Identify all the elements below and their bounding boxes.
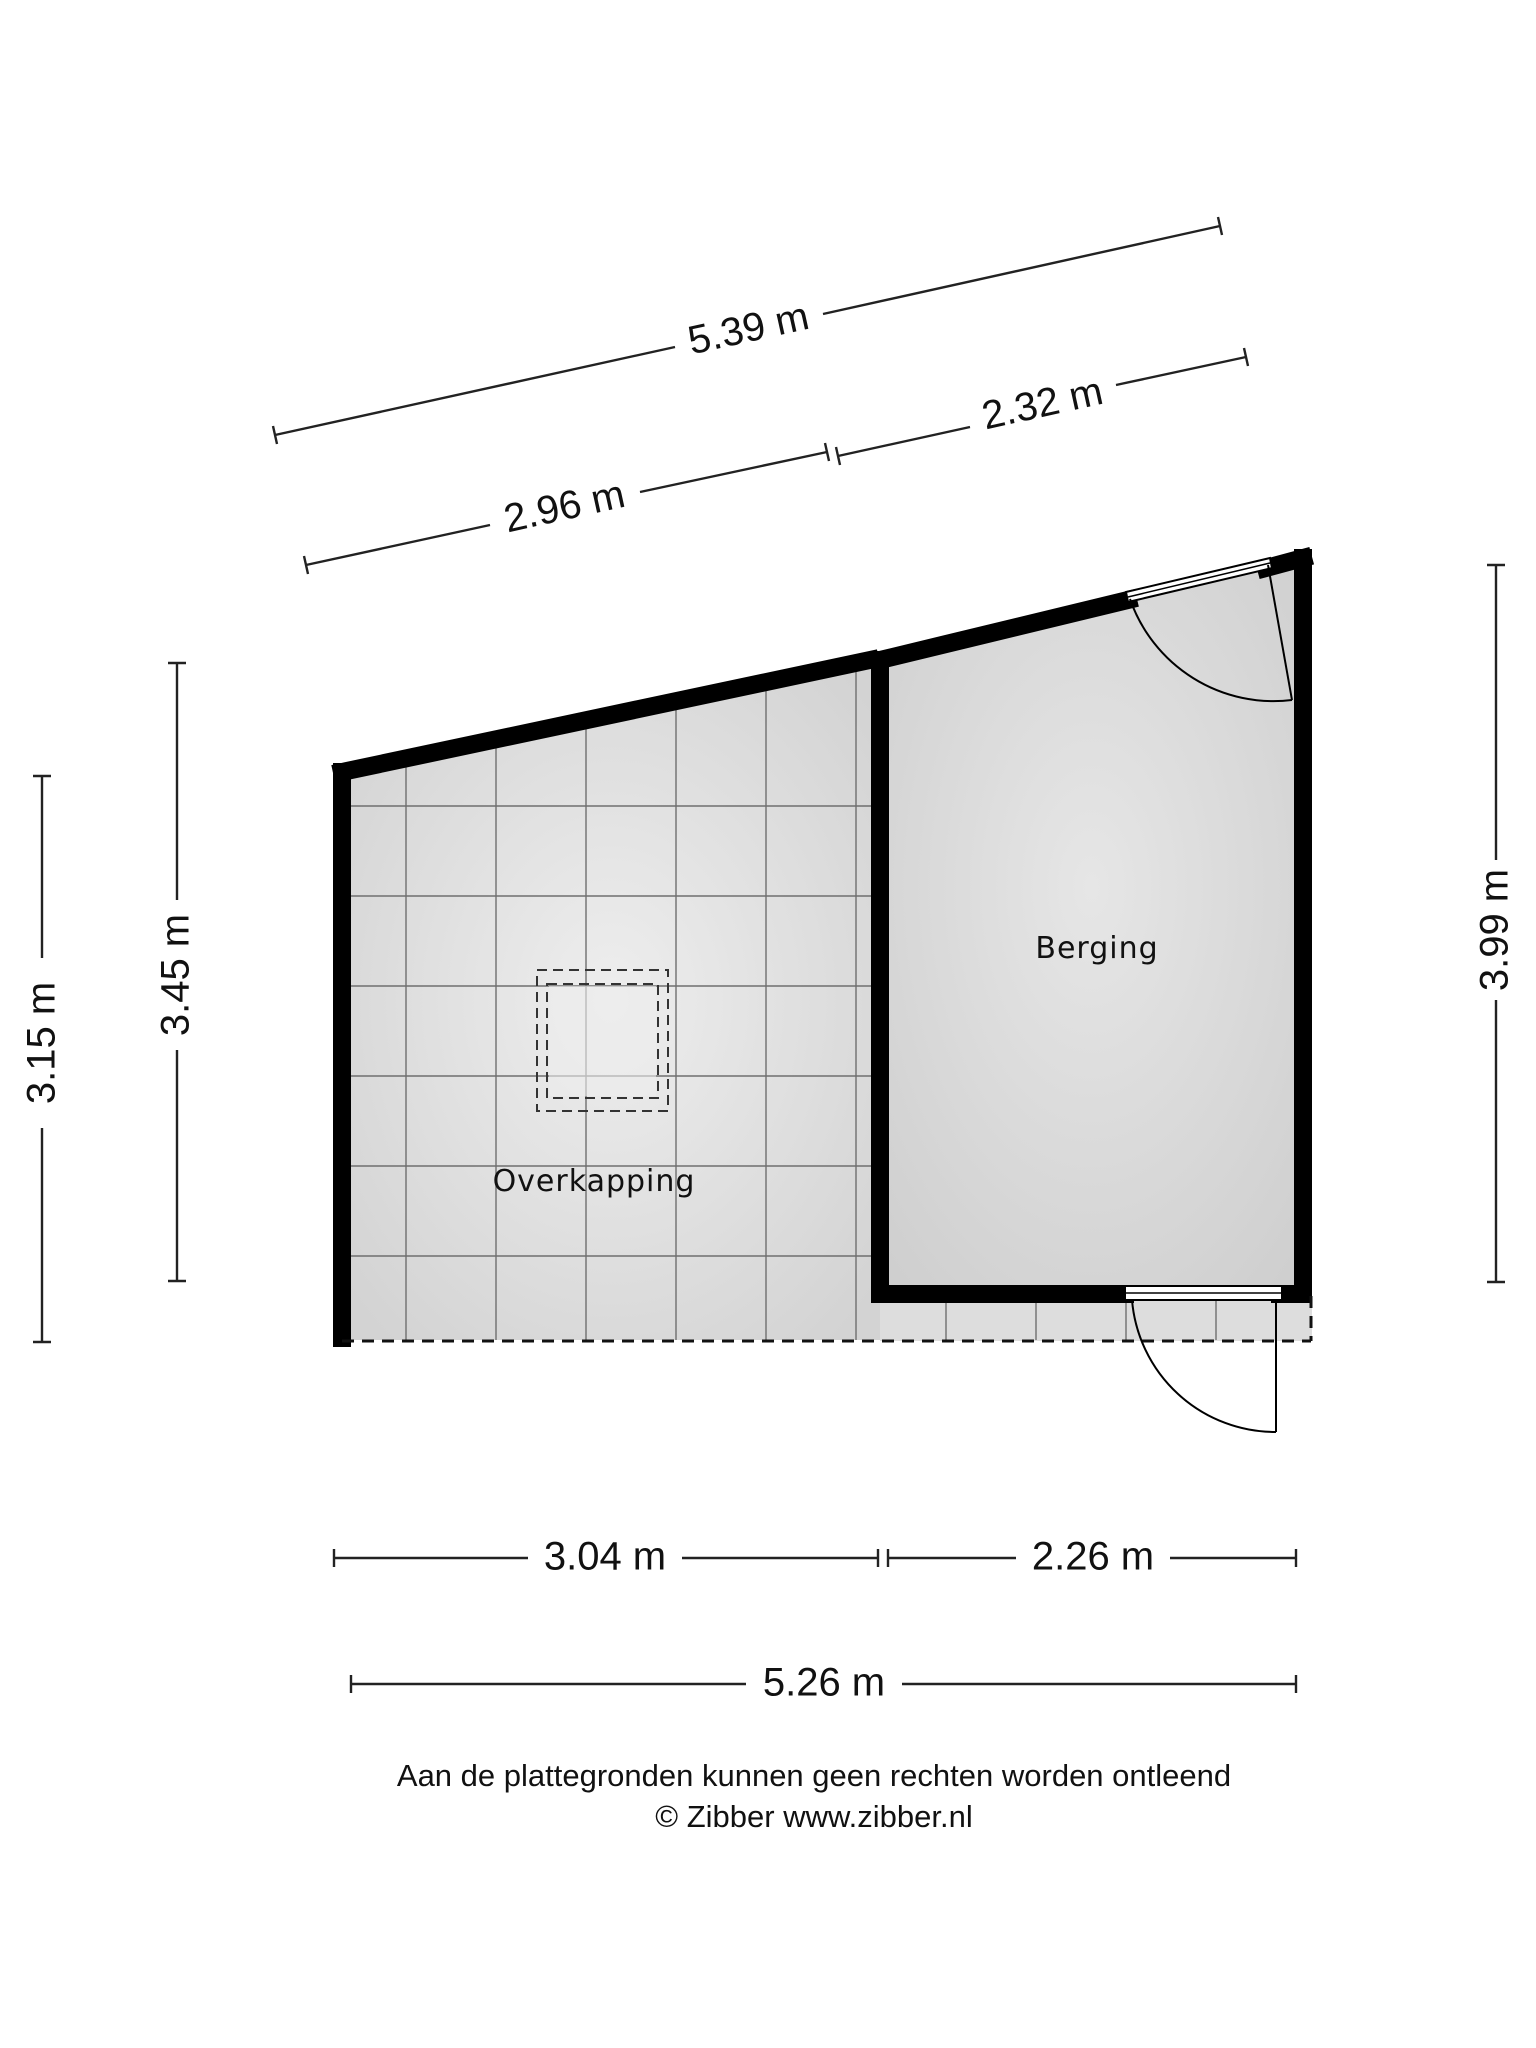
dimension-left-outer xyxy=(20,776,64,1342)
berging-floor xyxy=(880,558,1303,1290)
dimension-label-top-left: 2.96 m xyxy=(500,472,629,542)
dimension-bottom-total xyxy=(351,1661,1296,1705)
dimension-label-left-inner: 3.45 m xyxy=(153,913,198,1037)
disclaimer-text: Aan de plattegronden kunnen geen rechten worden ontleend xyxy=(396,1758,1232,1793)
room-label-berging: Berging xyxy=(1035,931,1159,966)
dimension-label-top-total: 5.39 m xyxy=(684,294,813,364)
dimension-label-top-right: 2.32 m xyxy=(978,369,1107,439)
dimension-label-bottom-left: 3.04 m xyxy=(543,1534,667,1579)
dimension-bottom-right xyxy=(888,1535,1296,1579)
dimension-label-right: 3.99 m xyxy=(1472,868,1517,992)
dimension-label-left-outer: 3.15 m xyxy=(19,981,64,1105)
room-label-overkapping: Overkapping xyxy=(492,1164,696,1199)
dimension-top-right xyxy=(836,348,1248,465)
dimension-label-bottom-total: 5.26 m xyxy=(762,1660,886,1705)
dimension-bottom-left xyxy=(334,1535,878,1579)
copyright-text: © Zibber www.zibber.nl xyxy=(655,1799,973,1834)
skylight-glass xyxy=(549,986,656,1096)
dimension-label-bottom-right: 2.26 m xyxy=(1031,1534,1155,1579)
threshold-floor xyxy=(880,1299,1312,1341)
dimension-right xyxy=(1473,565,1517,1282)
dimension-top-left xyxy=(304,443,829,574)
dimension-left-inner xyxy=(154,663,198,1281)
